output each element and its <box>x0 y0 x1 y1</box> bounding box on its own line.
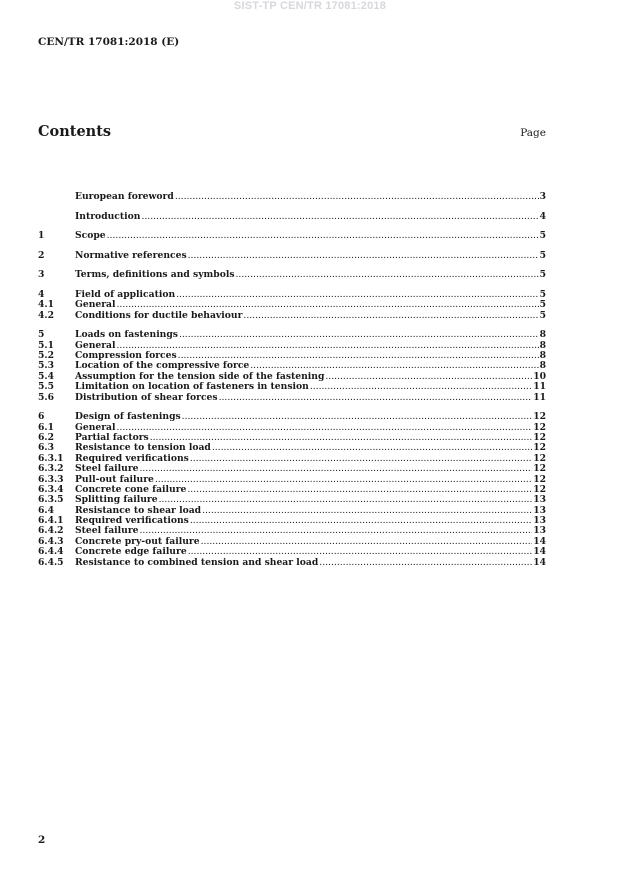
toc-entry-page: 8 <box>539 360 546 372</box>
page-number: 2 <box>38 834 46 846</box>
toc-dot-leader <box>188 251 539 261</box>
toc-entry-title: Normative references <box>75 249 187 261</box>
toc-dot-leader <box>140 464 533 474</box>
toc-entry-title: Pull-out failure <box>75 473 154 485</box>
toc-entry[interactable] <box>38 311 546 321</box>
toc-dot-leader <box>212 443 532 453</box>
toc-entry-title: Required verifications <box>75 515 189 527</box>
toc-entry[interactable] <box>38 212 546 222</box>
toc-entry-page: 4 <box>539 210 546 222</box>
toc-dot-leader <box>117 341 539 351</box>
toc-entry-title: Location of the compressive force <box>75 360 250 372</box>
toc-entry-number: 5.2 <box>38 350 54 362</box>
toc-entry-title: Field of application <box>75 288 176 300</box>
toc-entry-page: 8 <box>539 339 546 351</box>
toc-entry-number: 5.5 <box>38 381 54 393</box>
toc-entry-number: 3 <box>38 269 45 281</box>
toc-dot-leader <box>107 231 539 241</box>
toc-dot-leader <box>159 495 533 505</box>
toc-entry-page: 5 <box>539 299 546 311</box>
toc-entry-number: 6.3.1 <box>38 452 64 464</box>
toc-entry-number: 6.4.4 <box>38 546 64 558</box>
toc-dot-leader <box>187 485 532 495</box>
toc-dot-leader <box>243 311 538 321</box>
toc-dot-leader <box>117 423 533 433</box>
toc-entry-title: Introduction <box>75 210 141 222</box>
toc-entry-page: 12 <box>533 442 546 454</box>
toc-dot-leader <box>190 454 532 464</box>
toc-entry-number: 6.3.2 <box>38 463 64 475</box>
toc-entry-page: 8 <box>539 350 546 362</box>
toc-entry-number: 5.6 <box>38 391 54 403</box>
toc-entry-title: Concrete edge failure <box>75 546 187 558</box>
toc-entry-title: Resistance to shear load <box>75 504 202 516</box>
toc-entry-title: Partial factors <box>75 431 149 443</box>
toc-entry[interactable] <box>38 231 546 241</box>
toc-entry-title: General <box>75 339 116 351</box>
toc-entry-number: 6.4.5 <box>38 556 64 568</box>
toc-entry-title: Splitting failure <box>75 494 158 506</box>
toc-entry-page: 8 <box>539 329 546 341</box>
toc-entry-page: 13 <box>533 515 546 527</box>
toc-entry-number: 6.3.3 <box>38 473 64 485</box>
toc-dot-leader <box>175 192 539 202</box>
toc-entry[interactable] <box>38 464 546 474</box>
toc-dot-leader <box>179 330 539 340</box>
toc-entry-page: 12 <box>533 431 546 443</box>
toc-entry-title: European foreword <box>75 191 174 202</box>
toc-entry-title: Conditions for ductile behaviour <box>75 309 243 321</box>
toc-dot-leader <box>310 382 532 392</box>
toc-entry-title: Assumption for the tension side of the fastening <box>75 370 325 382</box>
toc-entry-number: 2 <box>38 249 45 261</box>
toc-entry-title: Terms, definitions and symbols <box>75 269 235 281</box>
toc-entry-title: Limitation on location of fasteners in tension <box>75 381 309 393</box>
toc-entry-page: 5 <box>539 288 546 300</box>
toc-entry-title: Concrete cone failure <box>75 483 187 495</box>
toc-entry-title: Concrete pry-out failure <box>75 535 200 547</box>
toc-entry-number: 6.4.3 <box>38 535 64 547</box>
toc-entry[interactable] <box>38 251 546 261</box>
toc-entry-number: 6.4 <box>38 504 54 516</box>
toc-entry-title: Steel failure <box>75 463 139 475</box>
toc-entry-page: 12 <box>533 421 546 433</box>
toc-dot-leader <box>202 506 532 516</box>
table-of-contents <box>38 192 546 568</box>
toc-entry-number: 5 <box>38 329 45 341</box>
toc-entry-page: 10 <box>533 370 546 382</box>
toc-dot-leader <box>319 558 532 568</box>
toc-entry-page: 11 <box>533 391 546 403</box>
toc-entry-title: Scope <box>75 230 106 242</box>
toc-entry-title: Loads on fastenings <box>75 329 178 341</box>
toc-entry-number: 6 <box>38 411 45 423</box>
toc-entry-title: Design of fastenings <box>75 411 181 423</box>
toc-entry-page: 13 <box>533 525 546 537</box>
toc-entry-page: 12 <box>533 452 546 464</box>
toc-entry-page: 3 <box>539 191 546 202</box>
document-id: CEN/TR 17081:2018 (E) <box>38 36 180 48</box>
toc-entry-number: 4 <box>38 288 45 300</box>
toc-entry-page: 5 <box>539 269 546 281</box>
toc-dot-leader <box>155 475 532 485</box>
toc-entry-title: Compression forces <box>75 350 177 362</box>
toc-entry-page: 5 <box>539 230 546 242</box>
toc-entry-page: 11 <box>533 381 546 393</box>
toc-entry-number: 5.3 <box>38 360 54 372</box>
toc-entry-page: 14 <box>533 546 546 558</box>
toc-entry-title: General <box>75 299 116 311</box>
toc-entry[interactable] <box>38 270 546 280</box>
toc-entry-title: General <box>75 421 116 433</box>
toc-entry-title: Steel failure <box>75 525 139 537</box>
toc-entry-title: Distribution of shear forces <box>75 391 218 403</box>
toc-dot-leader <box>219 393 533 403</box>
toc-dot-leader <box>201 537 533 547</box>
toc-entry-title: Required verifications <box>75 452 189 464</box>
toc-entry-number: 6.3.4 <box>38 483 64 495</box>
toc-entry-number: 5.4 <box>38 370 54 382</box>
toc-entry-number: 6.1 <box>38 421 54 433</box>
toc-entry-number: 4.1 <box>38 299 54 311</box>
toc-entry-number: 6.4.2 <box>38 525 64 537</box>
toc-entry-page: 5 <box>539 249 546 261</box>
toc-entry-title: Resistance to combined tension and shear load <box>75 556 319 568</box>
toc-entry-number: 6.3.5 <box>38 494 64 506</box>
page-title: Contents <box>38 123 112 140</box>
toc-entry-title: Resistance to tension load <box>75 442 211 454</box>
toc-entry-page: 12 <box>533 473 546 485</box>
toc-entry[interactable] <box>38 558 546 568</box>
toc-dot-leader <box>141 212 538 222</box>
toc-entry-number: 4.2 <box>38 309 54 321</box>
toc-entry-number: 6.2 <box>38 431 54 443</box>
toc-entry[interactable] <box>38 412 546 422</box>
watermark: SIST-TP CEN/TR 17081:2018 <box>233 0 387 12</box>
toc-dot-leader <box>190 516 532 526</box>
toc-dot-leader <box>182 412 533 422</box>
toc-dot-leader <box>325 372 532 382</box>
toc-entry-number: 1 <box>38 230 45 242</box>
toc-entry-number: 6.3 <box>38 442 54 454</box>
toc-entry-page: 12 <box>533 483 546 495</box>
toc-entry-page: 12 <box>533 463 546 475</box>
toc-entry[interactable] <box>38 393 546 403</box>
toc-entry-page: 12 <box>533 411 546 423</box>
toc-entry-page: 5 <box>539 309 546 321</box>
toc-entry-page: 13 <box>533 504 546 516</box>
page-column-label: Page <box>520 127 546 139</box>
toc-dot-leader <box>236 270 539 280</box>
toc-entry-number: 5.1 <box>38 339 54 351</box>
toc-entry-page: 13 <box>533 494 546 506</box>
toc-dot-leader <box>176 290 538 300</box>
toc-entry-page: 14 <box>533 535 546 547</box>
toc-entry-page: 14 <box>533 556 546 568</box>
toc-entry-number: 6.4.1 <box>38 515 64 527</box>
toc-entry[interactable] <box>38 192 546 202</box>
